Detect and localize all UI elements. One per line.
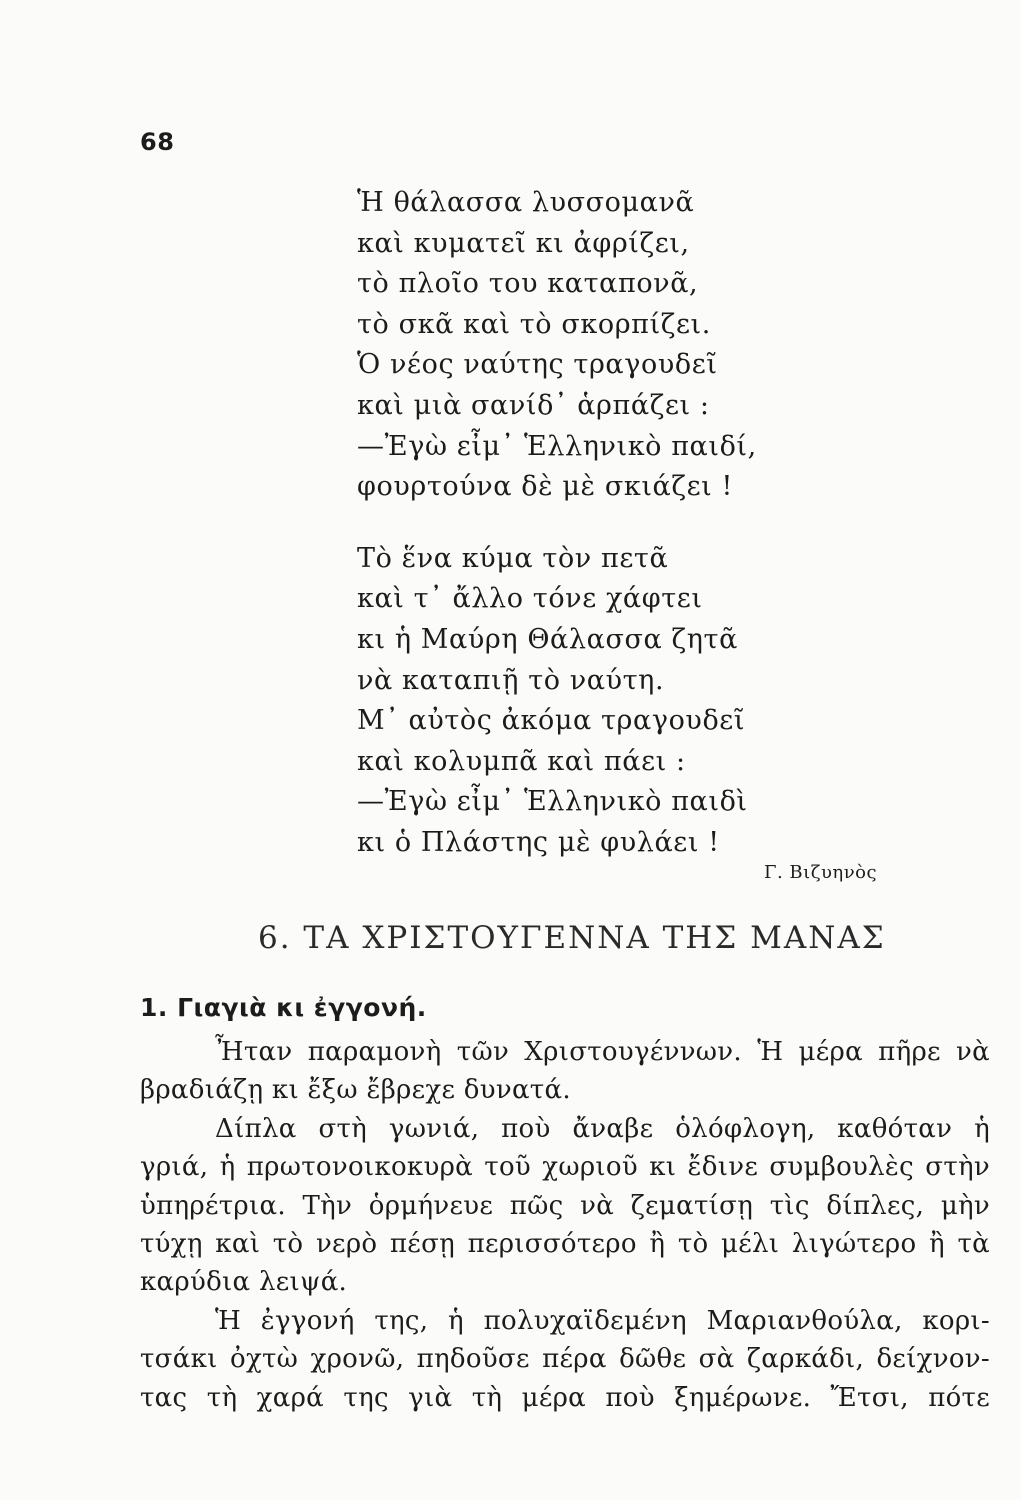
prose-line-text: ὑπηρέτρια. Τὴν ὁρμήνευε πῶς νὰ ζεματίσῃ τὶς δίπλες, μὴν [140,1190,990,1221]
prose-line [140,1071,990,1109]
prose-line [140,1033,990,1071]
poem-line: Μ᾽ αὐτὸς ἀκόμα τραγουδεῖ [357,705,746,737]
prose-line [140,1110,990,1148]
prose-line-text: Ἡ ἐγγονή της, ἡ πολυχαϊδεμένη Μαριανθούλα, κορι- [215,1305,990,1336]
section-heading: 1. Γιαγιὰ κι ἐγγονή. [140,993,427,1022]
poem-line: καὶ κυματεῖ κι ἀφρίζει, [357,227,690,259]
chapter-title: 6. ΤΑ ΧΡΙΣΤΟΥΓΕΝΝΑ ΤΗΣ ΜΑΝΑΣ [258,920,886,956]
prose-line [140,1225,990,1263]
poem-line: φουρτούνα δὲ μὲ σκιάζει ! [357,471,733,503]
prose-line [140,1340,990,1378]
poem-line: καὶ κολυμπᾶ καὶ πάει : [357,745,686,777]
prose-line-text: Δίπλα στὴ γωνιά, ποὺ ἄναβε ὁλόφλογη, καθόταν ἡ [215,1113,990,1144]
prose-line-text: βραδιάζῃ κι ἔξω ἔβρεχε δυνατά. [140,1075,571,1106]
prose-line [140,1187,990,1225]
poem-line: νὰ καταπιῇ τὸ ναύτη. [357,664,665,696]
prose-line [140,1379,990,1417]
poem-stanza-1 [357,183,797,508]
prose-line [140,1148,990,1186]
prose-line-text: τας τὴ χαρά της γιὰ τὴ μέρα ποὺ ξημέρωνε. Ἔτσι, πότε [140,1382,990,1413]
poem-line: κι ἡ Μαύρη Θάλασσα ζητᾶ [357,623,738,655]
prose-line-text: γριά, ἡ πρωτονοικοκυρὰ τοῦ χωριοῦ κι ἔδινε συμβουλὲς στὴν [140,1152,990,1183]
prose-line-text: τύχῃ καὶ τὸ νερὸ πέσῃ περισσότερο ἢ τὸ μέλι λιγώτερο ἢ τὰ [140,1229,990,1260]
poem-line: τὸ πλοῖο του καταπονᾶ, [357,268,699,300]
prose-line-text: τσάκι ὀχτὼ χρονῶ, πηδοῦσε πέρα δῶθε σὰ ζαρκάδι, δείχνον- [140,1344,990,1375]
poem-line: —Ἐγὼ εἶμ᾽ Ἑλληνικὸ παιδί, [357,430,757,462]
prose-line-text: καρύδια λειψά. [140,1267,348,1298]
poem-line: καὶ τ᾽ ἄλλο τόνε χάφτει [357,583,703,615]
poem-line: Ὁ νέος ναύτης τραγουδεῖ [357,349,718,381]
poem-line: τὸ σκᾶ καὶ τὸ σκορπίζει. [357,308,711,340]
poem-line: καὶ μιὰ σανίδ᾽ ἁρπάζει : [357,389,710,421]
poem-author: Γ. Βιζυηνὸς [764,862,878,883]
page-number: 68 [140,128,175,156]
poem-line: Ἡ θάλασσα λυσσομανᾶ [357,187,695,218]
poem-stanza-2 [357,539,797,864]
prose-line [140,1302,990,1340]
prose-line [140,1263,990,1301]
poem-line: Τὸ ἕνα κύμα τὸν πετᾶ [357,542,669,574]
prose-line-text: Ἦταν παραμονὴ τῶν Χριστουγέννων. Ἡ μέρα πῆρε νὰ [215,1037,990,1067]
poem-line: κι ὁ Πλάστης μὲ φυλάει ! [357,826,720,858]
prose-body [140,1033,990,1417]
poem-line: —Ἐγὼ εἶμ᾽ Ἑλληνικὸ παιδὶ [357,786,748,818]
poem [357,183,797,864]
